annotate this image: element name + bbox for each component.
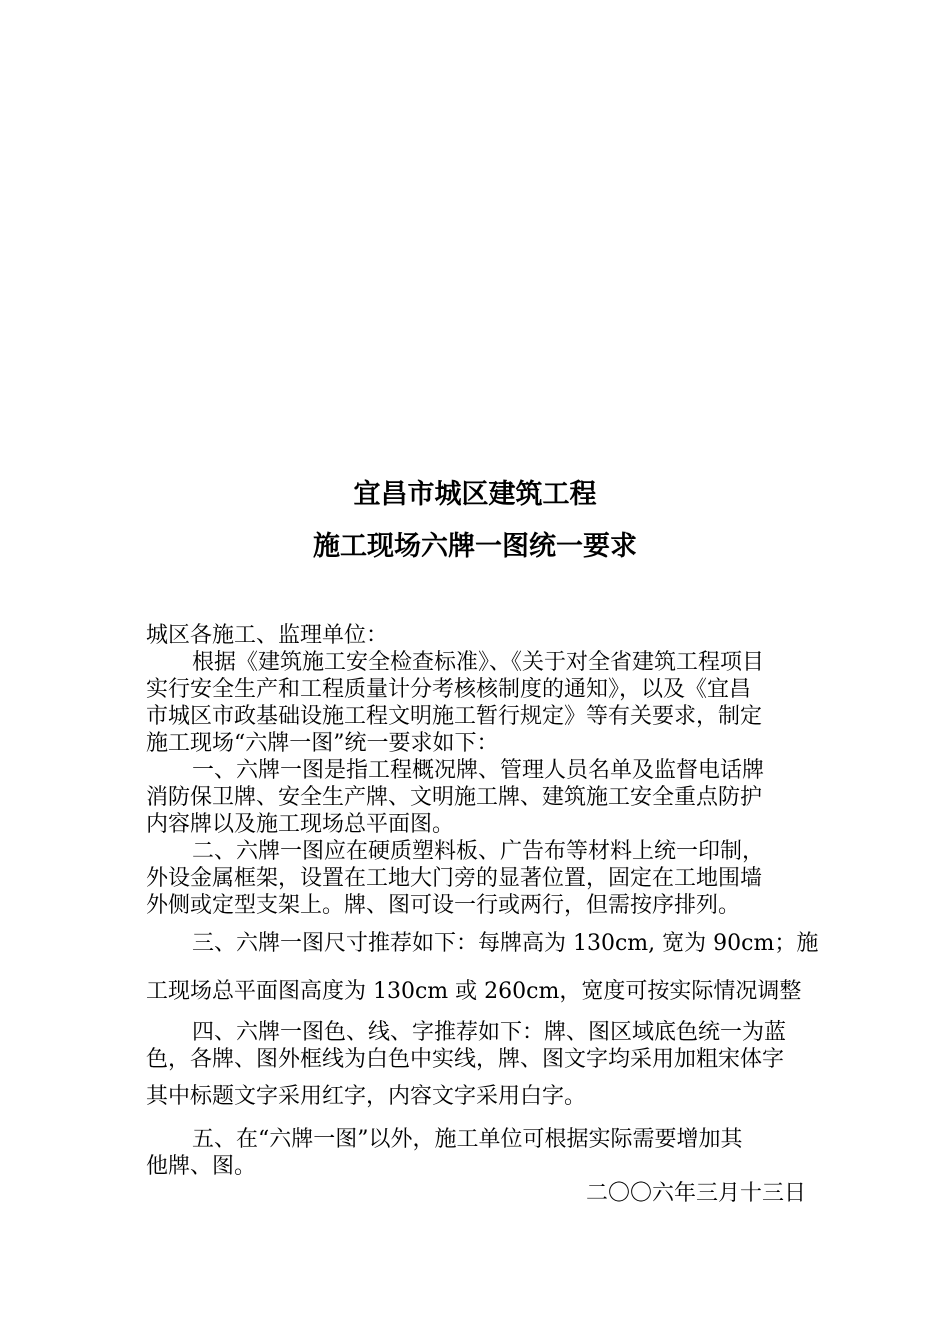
- paragraph-line: 施工现场“六牌一图”统一要求如下：: [146, 731, 499, 756]
- paragraph-line: 市城区市政基础设施工程文明施工暂行规定》等有关要求，制定: [146, 704, 763, 729]
- paragraph-line: 外侧或定型支架上。牌、图可设一行或两行，但需按序排列。: [146, 893, 741, 918]
- paragraph-line: 外设金属框架，设置在工地大门旁的显著位置，固定在工地围墙: [146, 866, 763, 891]
- paragraph-line: 他牌、图。: [146, 1154, 257, 1179]
- paragraph-line: 根据《建筑施工安全检查标准》、《关于对全省建筑工程项目: [192, 650, 765, 675]
- document-title-line-1: 宜昌市城区建筑工程: [353, 479, 597, 510]
- paragraph-line: 工现场总平面图高度为 130cm 或 260cm，宽度可按实际情况调整: [146, 979, 802, 1004]
- paragraph-line: 二、六牌一图应在硬质塑料板、广告布等材料上统一印制，: [192, 839, 765, 864]
- paragraph-line: 实行安全生产和工程质量计分考核核制度的通知》，以及《宜昌: [146, 677, 752, 702]
- paragraph-line: 色，各牌、图外框线为白色中实线，牌、图文字均采用加粗宋体字: [146, 1047, 785, 1072]
- paragraph-line: 三、六牌一图尺寸推荐如下：每牌高为 130cm, 宽为 90cm；施: [192, 931, 819, 956]
- paragraph-line: 内容牌以及施工现场总平面图。: [146, 812, 455, 837]
- paragraph-line: 消防保卫牌、安全生产牌、文明施工牌、建筑施工安全重点防护: [146, 785, 763, 810]
- paragraph-line: 一、六牌一图是指工程概况牌、管理人员名单及监督电话牌: [192, 758, 765, 783]
- paragraph-line: 四、六牌一图色、线、字推荐如下：牌、图区域底色统一为蓝: [192, 1020, 787, 1045]
- paragraph-line: 其中标题文字采用红字，内容文字采用白字。: [146, 1084, 587, 1109]
- document-title-line-2: 施工现场六牌一图统一要求: [313, 531, 637, 562]
- salutation: 城区各施工、监理单位：: [146, 623, 389, 648]
- paragraph-line: 五、在“六牌一图”以外，施工单位可根据实际需要增加其: [192, 1127, 743, 1152]
- document-date: 二〇〇六年三月十三日: [585, 1181, 806, 1206]
